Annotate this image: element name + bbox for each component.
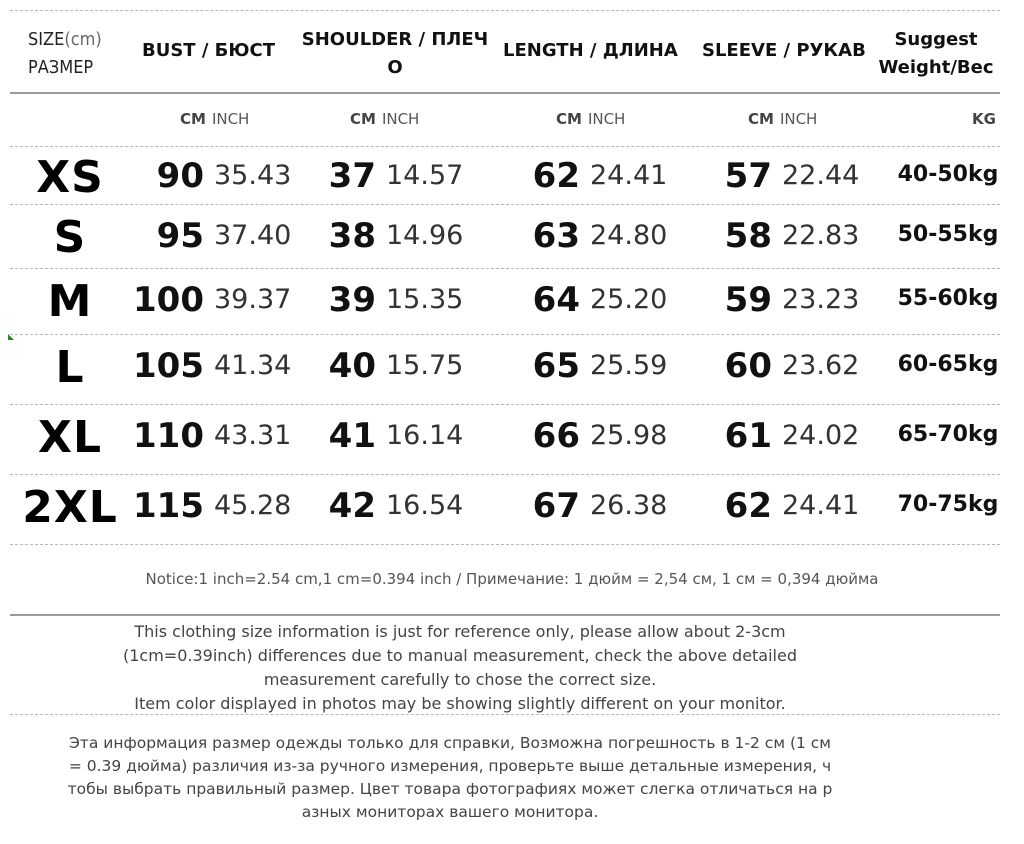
sleeve-cm-cell: 57 xyxy=(724,156,772,196)
disclaimer-english: This clothing size information is just for reference only, please allow about 2-3cm (1cm=0.39inch) differences due to manual measurement, check the above detailed measurement carefully to chose the correct size. Item color displayed in photos may be showing slightly different on your monitor. xyxy=(123,622,797,713)
size-column-header xyxy=(28,26,102,82)
sleeve-cm-cell: 61 xyxy=(724,416,772,456)
sleeve-cm-cell: 62 xyxy=(724,486,772,526)
shoulder-inch-cell: 16.54 xyxy=(386,490,464,521)
length-inch-cell: 24.80 xyxy=(590,220,668,251)
shoulder-cm-cell: 40 xyxy=(328,346,376,386)
length-cm-cell: 62 xyxy=(532,156,580,196)
weight-cell: 50-55kg xyxy=(897,222,999,247)
bust-inch-cell: 37.40 xyxy=(214,220,292,251)
size-cell: M xyxy=(47,276,93,327)
table-row xyxy=(0,408,1024,468)
disclaimer-russian: Эта информация размер одежды только для справки, Возможна погрешность в 1-2 см (1 см = 0.39 дюйма) различия из-за ручного измерения, проверьте выше детальные измерения, ч тобы выбрать правильный размер. Цвет товара фотографиях может слегка отличаться на р азных мониторах вашего монитора. xyxy=(67,734,833,821)
row-divider xyxy=(10,334,1000,335)
size-header-label: SIZE xyxy=(28,29,65,50)
notice-divider xyxy=(10,614,1000,616)
length-cm-cell: 65 xyxy=(532,346,580,386)
shoulder-cm-cell: 37 xyxy=(328,156,376,196)
length-column-header: LENGTH / ДЛИНА xyxy=(503,40,678,61)
sleeve-units xyxy=(748,110,817,128)
size-cell: S xyxy=(53,212,87,263)
table-row xyxy=(0,272,1024,332)
size-header-ru: РАЗМЕР xyxy=(28,57,94,78)
weight-header-line2: Weight/Bec xyxy=(878,57,994,78)
bust-cm-cell: 100 xyxy=(133,280,204,320)
conversion-notice: Notice:1 inch=2.54 cm,1 cm=0.394 inch / Примечание: 1 дюйм = 2,54 см, 1 см = 0,394 дюйма xyxy=(145,570,879,588)
table-row xyxy=(0,208,1024,268)
length-unit-inch: INCH xyxy=(587,110,626,128)
sleeve-cm-cell: 60 xyxy=(724,346,772,386)
weight-cell: 60-65kg xyxy=(897,352,999,377)
sleeve-inch-cell: 23.62 xyxy=(782,350,860,381)
row-divider xyxy=(10,268,1000,269)
size-header-unit: (cm) xyxy=(64,29,102,50)
row-divider xyxy=(10,474,1000,475)
disclaimer-divider xyxy=(10,714,1000,715)
sleeve-inch-cell: 23.23 xyxy=(782,284,860,315)
sleeve-column-header: SLEEVE / РУКАВ xyxy=(702,40,866,61)
weight-unit-kg: KG xyxy=(972,110,996,128)
length-unit-cm: CM xyxy=(556,110,582,128)
shoulder-unit-cm: CM xyxy=(350,110,376,128)
shoulder-inch-cell: 14.57 xyxy=(386,160,464,191)
bust-cm-cell: 115 xyxy=(133,486,204,526)
top-divider xyxy=(10,10,1000,11)
bust-cm-cell: 110 xyxy=(133,416,204,456)
weight-header-line1: Suggest xyxy=(894,29,978,50)
shoulder-cm-cell: 42 xyxy=(328,486,376,526)
table-row xyxy=(0,478,1024,538)
bust-inch-cell: 35.43 xyxy=(214,160,292,191)
length-units xyxy=(556,110,625,128)
table-bottom-divider xyxy=(10,544,1000,545)
shoulder-inch-cell: 15.75 xyxy=(386,350,464,381)
shoulder-unit-inch: INCH xyxy=(381,110,420,128)
shoulder-inch-cell: 14.96 xyxy=(386,220,464,251)
weight-cell: 65-70kg xyxy=(897,422,999,447)
bust-inch-cell: 43.31 xyxy=(214,420,292,451)
length-inch-cell: 25.20 xyxy=(590,284,668,315)
shoulder-column-header xyxy=(296,26,494,82)
length-cm-cell: 67 xyxy=(532,486,580,526)
bust-cm-cell: 95 xyxy=(156,216,204,256)
length-cm-cell: 63 xyxy=(532,216,580,256)
shoulder-cm-cell: 41 xyxy=(328,416,376,456)
shoulder-cm-cell: 39 xyxy=(328,280,376,320)
bust-cm-cell: 105 xyxy=(133,346,204,386)
sleeve-cm-cell: 58 xyxy=(724,216,772,256)
shoulder-units xyxy=(350,110,419,128)
sleeve-inch-cell: 22.44 xyxy=(782,160,860,191)
length-cm-cell: 66 xyxy=(532,416,580,456)
size-cell: 2XL xyxy=(22,482,118,533)
sleeve-inch-cell: 22.83 xyxy=(782,220,860,251)
bust-column-header: BUST / БЮСТ xyxy=(142,40,276,61)
size-cell: XL xyxy=(38,412,102,463)
bust-inch-cell: 41.34 xyxy=(214,350,292,381)
table-row xyxy=(0,338,1024,398)
row-divider xyxy=(10,404,1000,405)
shoulder-header-line2: О xyxy=(387,57,403,78)
length-inch-cell: 25.59 xyxy=(590,350,668,381)
length-inch-cell: 26.38 xyxy=(590,490,668,521)
shoulder-cm-cell: 38 xyxy=(328,216,376,256)
length-inch-cell: 25.98 xyxy=(590,420,668,451)
table-row xyxy=(0,148,1024,208)
sleeve-unit-inch: INCH xyxy=(779,110,818,128)
bust-units xyxy=(180,110,249,128)
sleeve-cm-cell: 59 xyxy=(724,280,772,320)
weight-cell: 55-60kg xyxy=(897,286,999,311)
shoulder-inch-cell: 16.14 xyxy=(386,420,464,451)
bust-inch-cell: 45.28 xyxy=(214,490,292,521)
weight-column-header xyxy=(874,26,998,82)
length-cm-cell: 64 xyxy=(532,280,580,320)
bust-unit-inch: INCH xyxy=(211,110,250,128)
weight-cell: 40-50kg xyxy=(897,162,999,187)
size-cell: XS xyxy=(36,152,104,203)
size-cell: L xyxy=(55,342,85,393)
sleeve-unit-cm: CM xyxy=(748,110,774,128)
sleeve-inch-cell: 24.02 xyxy=(782,420,860,451)
bust-cm-cell: 90 xyxy=(156,156,204,196)
sleeve-inch-cell: 24.41 xyxy=(782,490,860,521)
units-divider xyxy=(10,146,1000,147)
shoulder-header-line1: SHOULDER / ПЛЕЧ xyxy=(301,29,489,50)
weight-cell: 70-75kg xyxy=(897,492,999,517)
bust-inch-cell: 39.37 xyxy=(214,284,292,315)
header-divider xyxy=(10,92,1000,94)
bust-unit-cm: CM xyxy=(180,110,206,128)
row-divider xyxy=(10,204,1000,205)
length-inch-cell: 24.41 xyxy=(590,160,668,191)
shoulder-inch-cell: 15.35 xyxy=(386,284,464,315)
